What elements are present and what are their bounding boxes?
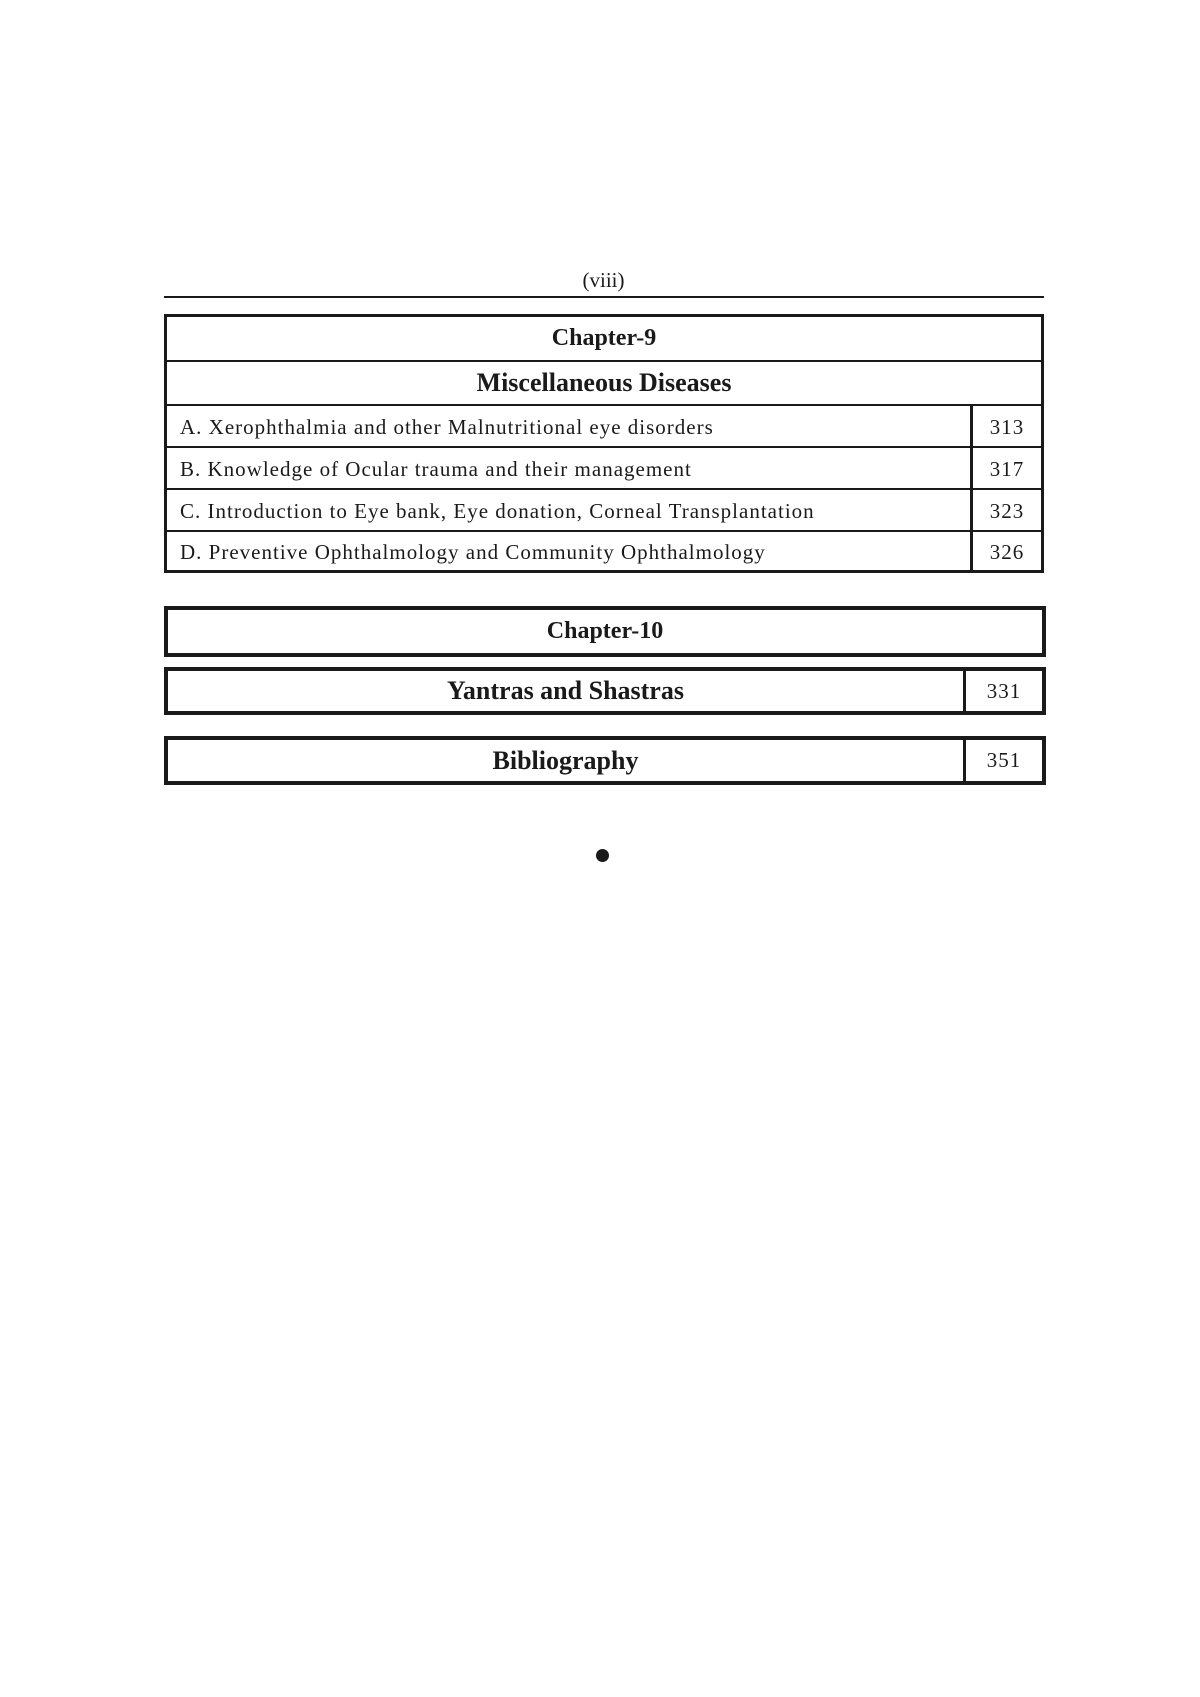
bibliography-box bbox=[164, 736, 1046, 785]
chapter-9-title: Miscellaneous Diseases bbox=[476, 368, 732, 397]
toc-entry-page: 313 bbox=[970, 406, 1041, 446]
bibliography-title: Bibliography bbox=[492, 746, 639, 775]
toc-entry-text: B. Knowledge of Ocular trauma and their management bbox=[180, 457, 692, 481]
toc-entry-page: 326 bbox=[970, 532, 1041, 570]
chapter-9-label: Chapter-9 bbox=[551, 325, 657, 351]
chapter-10-title-box bbox=[164, 667, 1046, 715]
chapter-9-title-row bbox=[167, 360, 1041, 404]
toc-entry bbox=[167, 446, 1041, 488]
toc-entry bbox=[167, 530, 1041, 570]
chapter-10-title: Yantras and Shastras bbox=[447, 676, 684, 705]
bibliography-page: 351 bbox=[963, 740, 1042, 781]
toc-entry-page: 317 bbox=[970, 448, 1041, 488]
chapter-9-label-row bbox=[167, 317, 1041, 360]
chapter-10-label: Chapter-10 bbox=[546, 618, 664, 644]
toc-entry-text: C. Introduction to Eye bank, Eye donation, Corneal Transplantation bbox=[180, 499, 815, 523]
page-number: (viii) bbox=[582, 268, 625, 292]
toc-entry bbox=[167, 404, 1041, 446]
bullet-ornament bbox=[596, 849, 609, 862]
header-rule bbox=[164, 296, 1044, 298]
toc-entry-page: 323 bbox=[970, 490, 1041, 530]
chapter-10-page: 331 bbox=[963, 671, 1042, 711]
toc-entry-text: A. Xerophthalmia and other Malnutritional eye disorders bbox=[180, 415, 714, 439]
toc-entry bbox=[167, 488, 1041, 530]
chapter-10-label-box bbox=[164, 606, 1046, 657]
toc-entry-text: D. Preventive Ophthalmology and Community Ophthalmology bbox=[180, 540, 766, 564]
chapter-9-table bbox=[164, 314, 1044, 573]
